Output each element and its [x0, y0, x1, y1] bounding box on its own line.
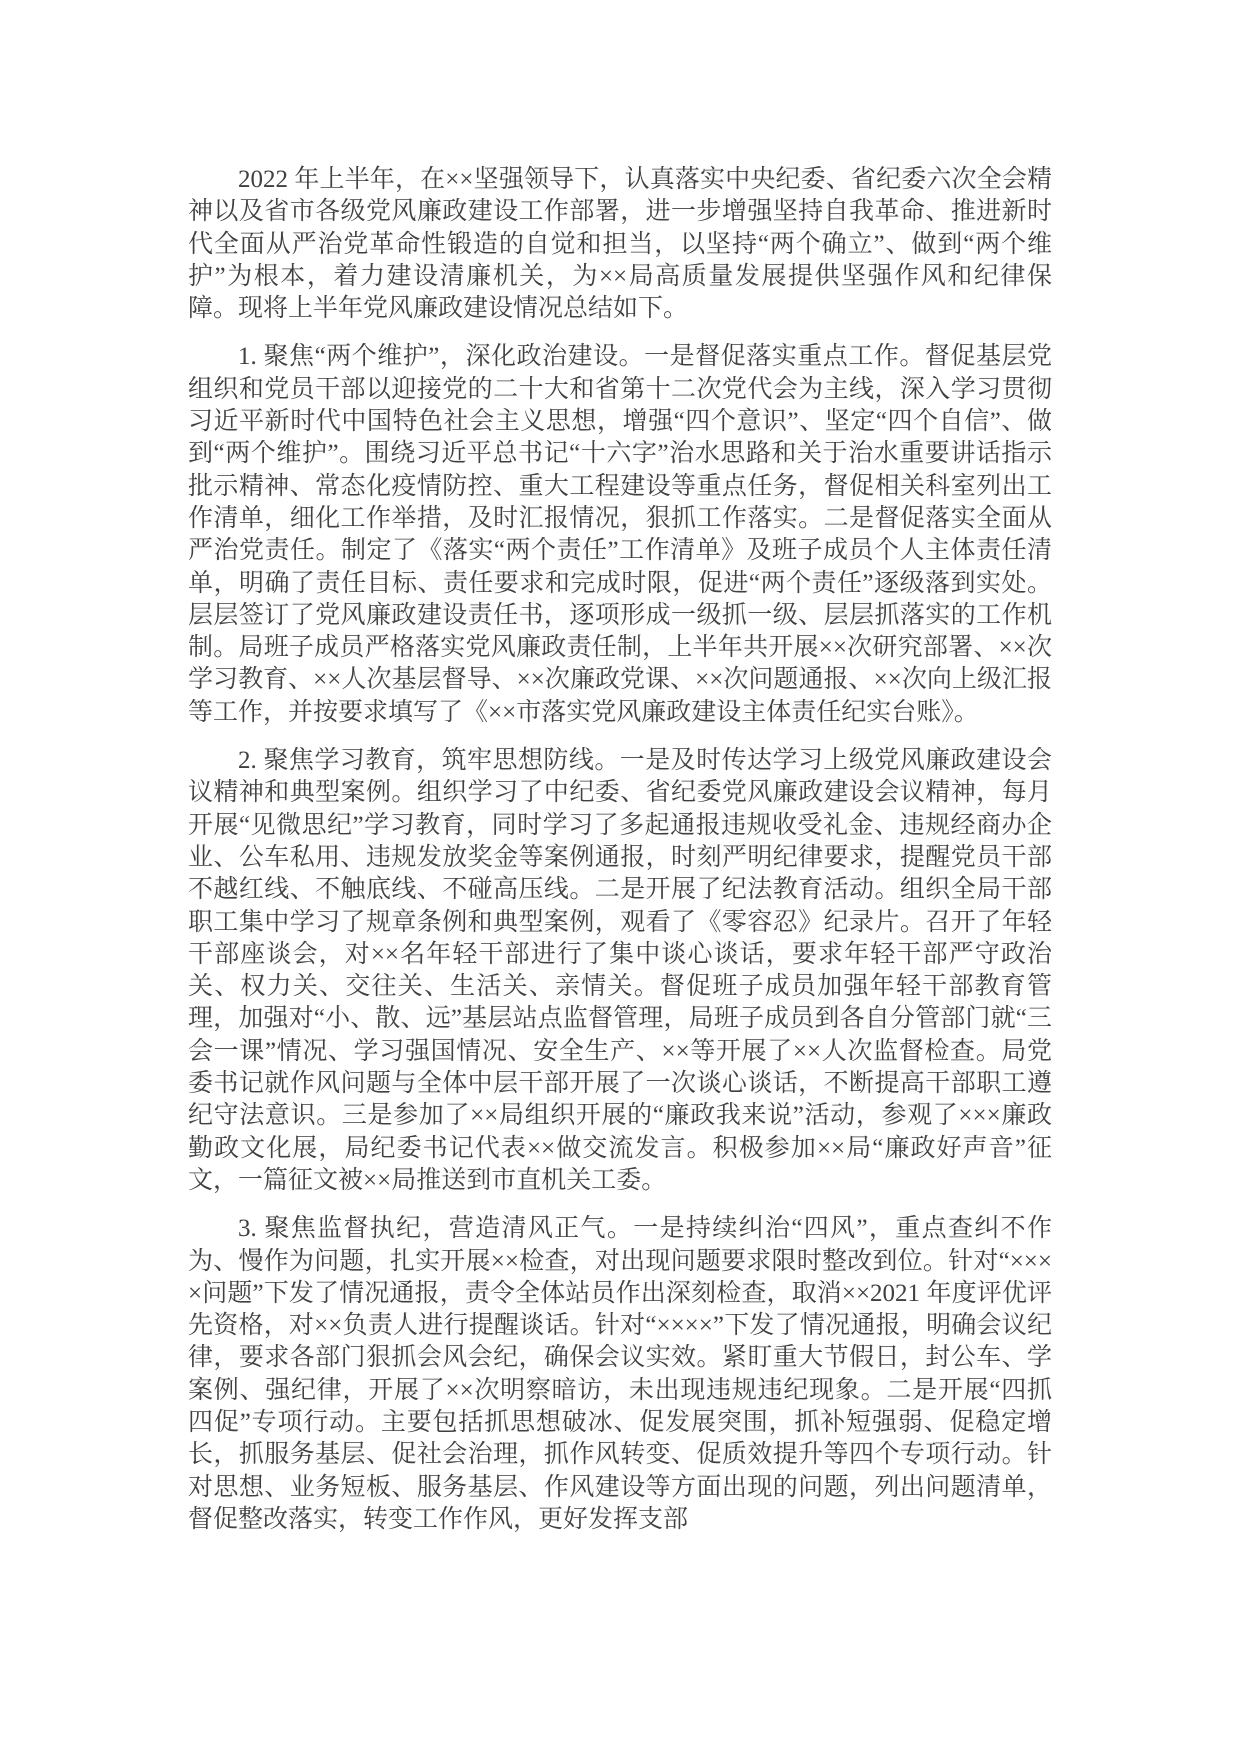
intro-paragraph: 2022 年上半年，在××坚强领导下，认真落实中央纪委、省纪委六次全会精神以及省市各级党风廉政建设工作部署，进一步增强坚持自我革命、推进新时代全面从严治党革命性锻造的自觉和担当，以坚持“两个确立”、做到“两个维护”为根本，着力建设清廉机关，为××局高质量发展提供坚强作风和纪律保障。现将上半年党风廉政建设情况总结如下。: [188, 166, 1052, 323]
section-2-paragraph: 2. 聚焦学习教育，筑牢思想防线。一是及时传达学习上级党风廉政建设会议精神和典型案例。组织学习了中纪委、省纪委党风廉政建设会议精神，每月开展“见微思纪”学习教育，同时学习了多起通报违规收受礼金、违规经商办企业、公车私用、违规发放奖金等案例通报，时刻严明纪律要求，提醒党员干部不越红线、不触底线、不碰高压线。二是开展了纪法教育活动。组织全局干部职工集中学习了规章条例和典型案例，观看了《零容忍》纪录片。召开了年轻干部座谈会，对××名年轻干部进行了集中谈心谈话，要求年轻干部严守政治关、权力关、交往关、生活关、亲情关。督促班子成员加强年轻干部教育管理，加强对“小、散、远”基层站点监督管理，局班子成员到各自分管部门就“三会一课”情况、学习强国情况、安全生产、××等开展了××人次监督检查。局党委书记就作风问题与全体中层干部开展了一次谈心谈话，不断提高干部职工遵纪守法意识。三是参加了××局组织开展的“廉政我来说”活动，参观了×××廉政勤政文化展，局纪委书记代表××做交流发言。积极参加××局“廉政好声音”征文，一篇征文被××局推送到市直机关工委。: [188, 747, 1052, 1194]
section-3-paragraph: 3. 聚焦监督执纪，营造清风正气。一是持续纠治“四风”，重点查纠不作为、慢作为问题，扎实开展××检查，对出现问题要求限时整改到位。针对“××××问题”下发了情况通报，责令全体站员作出深刻检查，取消××2021 年度评优评先资格，对××负责人进行提醒谈话。针对“××××”下发了情况通报，明确会议纪律，要求各部门狠抓会风会纪，确保会议实效。紧盯重大节假日，封公车、学案例、强纪律，开展了××次明察暗访，未出现违规违纪现象。二是开展“四抓四促”专项行动。主要包括抓思想破冰、促发展突围，抓补短强弱、促稳定增长，抓服务基层、促社会治理，抓作风转变、促质效提升等四个专项行动。针对思想、业务短板、服务基层、作风建设等方面出现的问题，列出问题清单，督促整改落实，转变工作作风，更好发挥支部: [188, 1215, 1052, 1533]
section-1-paragraph: 1. 聚焦“两个维护”，深化政治建设。一是督促落实重点工作。督促基层党组织和党员干部以迎接党的二十大和省第十二次党代会为主线，深入学习贯彻习近平新时代中国特色社会主义思想，增强“四个意识”、坚定“四个自信”、做到“两个维护”。围绕习近平总书记“十六字”治水思路和关于治水重要讲话指示批示精神、常态化疫情防控、重大工程建设等重点任务，督促相关科室列出工作清单，细化工作举措，及时汇报情况，狠抓工作落实。二是督促落实全面从严治党责任。制定了《落实“两个责任”工作清单》及班子成员个人主体责任清单，明确了责任目标、责任要求和完成时限，促进“两个责任”逐级落到实处。层层签订了党风廉政建设责任书，逐项形成一级抓一级、层层抓落实的工作机制。局班子成员严格落实党风廉政责任制，上半年共开展××次研究部署、××次学习教育、××人次基层督导、××次廉政党课、××次问题通报、××次向上级汇报等工作，并按要求填写了《××市落实党风廉政建设主体责任纪实台账》。: [188, 343, 1052, 726]
